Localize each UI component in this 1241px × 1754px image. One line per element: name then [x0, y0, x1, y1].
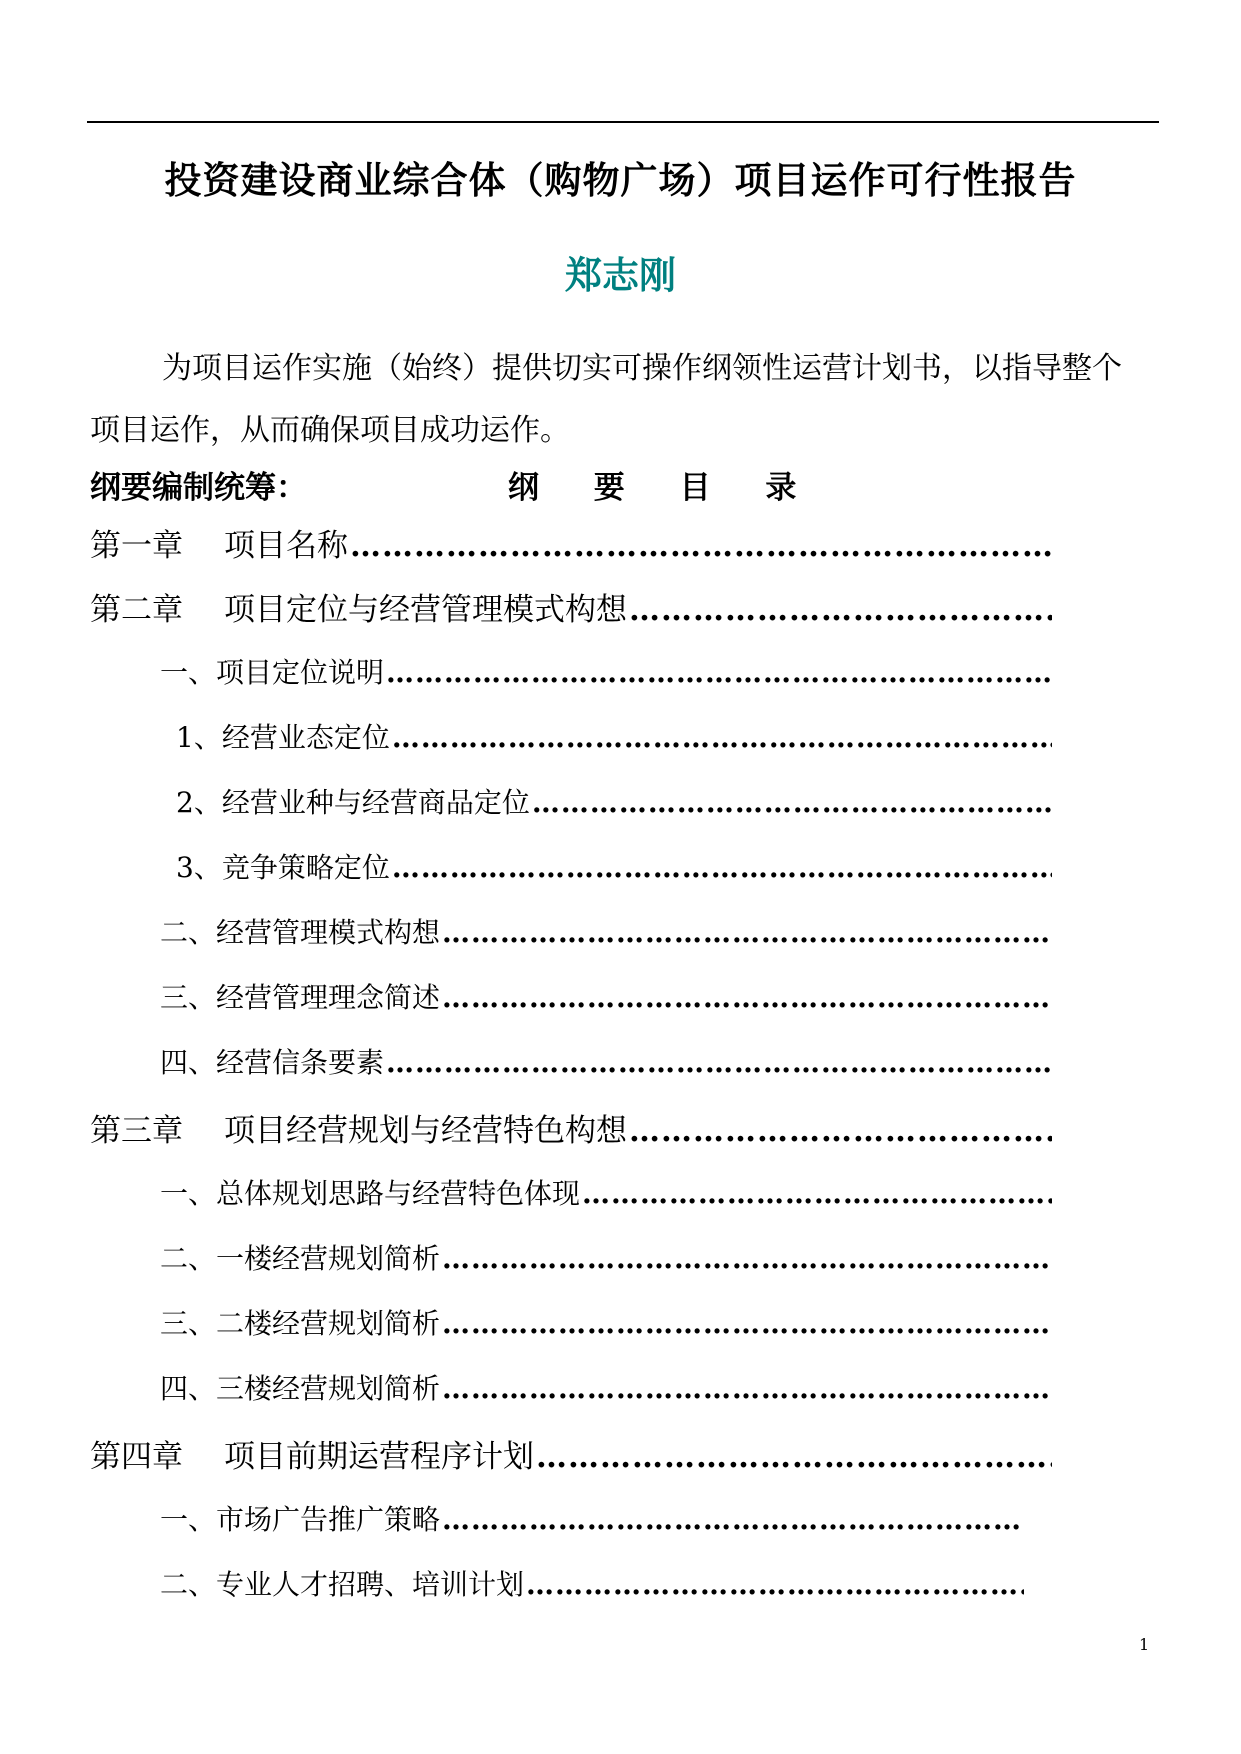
toc-entry-title: 四、经营信条要素	[160, 1046, 385, 1079]
toc-entry-chapter-1[interactable]	[90, 520, 1052, 564]
leader-dots	[440, 1242, 1052, 1275]
chapter-number: 第一章	[90, 528, 183, 564]
leader-dots	[627, 1113, 1052, 1149]
toc-entry-title: 一、总体规划思路与经营特色体现	[160, 1177, 581, 1210]
toc-entry-title: 项目定位与经营管理模式构想	[224, 592, 627, 628]
toc-entry-subsection[interactable]	[176, 846, 1052, 890]
toc-entry-title: 三、经营管理理念简述	[160, 981, 441, 1014]
toc-entry-chapter-4[interactable]	[90, 1431, 1052, 1475]
leader-dots	[440, 1372, 1052, 1405]
toc-entry-title: 二、一楼经营规划简析	[160, 1242, 441, 1275]
toc-entry-title: 项目经营规划与经营特色构想	[224, 1113, 627, 1149]
leader-dots	[390, 851, 1052, 884]
author-name: 郑志刚	[565, 253, 676, 297]
page-number: 1	[1139, 1635, 1150, 1654]
leader-dots	[524, 1568, 1024, 1601]
toc-entry-section[interactable]	[160, 1302, 1052, 1346]
leader-dots	[384, 1046, 1052, 1079]
leader-dots	[627, 592, 1052, 628]
toc-entry-section[interactable]	[160, 1041, 1052, 1085]
toc-entry-title: 项目名称	[224, 528, 348, 564]
toc-entry-section[interactable]	[160, 1498, 1024, 1542]
leader-dots	[534, 1439, 1052, 1475]
toc-entry-title: 3、竞争策略定位	[176, 851, 390, 884]
toc-entry-title: 2、经营业种与经营商品定位	[176, 786, 530, 819]
document-title: 投资建设商业综合体（购物广场）项目运作可行性报告	[164, 158, 1077, 202]
toc-entry-title: 二、经营管理模式构想	[160, 916, 441, 949]
toc-entry-section[interactable]	[160, 911, 1052, 955]
toc-entry-section[interactable]	[160, 1172, 1052, 1216]
toc-entry-section[interactable]	[160, 651, 1052, 695]
toc-entry-chapter-2[interactable]	[90, 584, 1052, 628]
leader-dots	[348, 528, 1052, 564]
toc-entry-subsection[interactable]	[176, 781, 1052, 825]
chapter-number: 第三章	[90, 1113, 183, 1149]
leader-dots	[580, 1177, 1052, 1210]
toc-entry-title: 一、项目定位说明	[160, 656, 385, 689]
toc-entry-title: 项目前期运营程序计划	[224, 1439, 534, 1475]
toc-entry-section[interactable]	[160, 976, 1052, 1020]
toc-heading: 纲 要 目 录	[508, 470, 819, 506]
toc-entry-title: 1、经营业态定位	[176, 721, 390, 754]
toc-entry-title: 三、二楼经营规划简析	[160, 1307, 441, 1340]
chapter-number: 第四章	[90, 1439, 183, 1475]
leader-dots	[384, 656, 1052, 689]
compile-label: 纲要编制统筹：	[90, 470, 307, 506]
toc-entry-title: 四、三楼经营规划简析	[160, 1372, 441, 1405]
header-rule	[87, 121, 1159, 123]
toc-entry-section[interactable]	[160, 1237, 1052, 1281]
leader-dots	[440, 916, 1052, 949]
leader-dots	[530, 786, 1052, 819]
intro-line-2: 项目运作，从而确保项目成功运作。	[90, 413, 570, 448]
chapter-number: 第二章	[90, 592, 183, 628]
leader-dots	[440, 1503, 1024, 1536]
toc-entry-section[interactable]	[160, 1367, 1052, 1411]
leader-dots	[390, 721, 1052, 754]
intro-paragraph	[90, 338, 1170, 462]
toc-entry-subsection[interactable]	[176, 716, 1052, 760]
leader-dots	[440, 981, 1052, 1014]
toc-entry-title: 二、专业人才招聘、培训计划	[160, 1568, 525, 1601]
intro-line-1: 为项目运作实施（始终）提供切实可操作纲领性运营计划书，以指导整个	[162, 351, 1122, 386]
toc-entry-title: 一、市场广告推广策略	[160, 1503, 441, 1536]
toc-entry-chapter-3[interactable]	[90, 1105, 1052, 1149]
toc-entry-section[interactable]	[160, 1563, 1024, 1607]
leader-dots	[440, 1307, 1052, 1340]
